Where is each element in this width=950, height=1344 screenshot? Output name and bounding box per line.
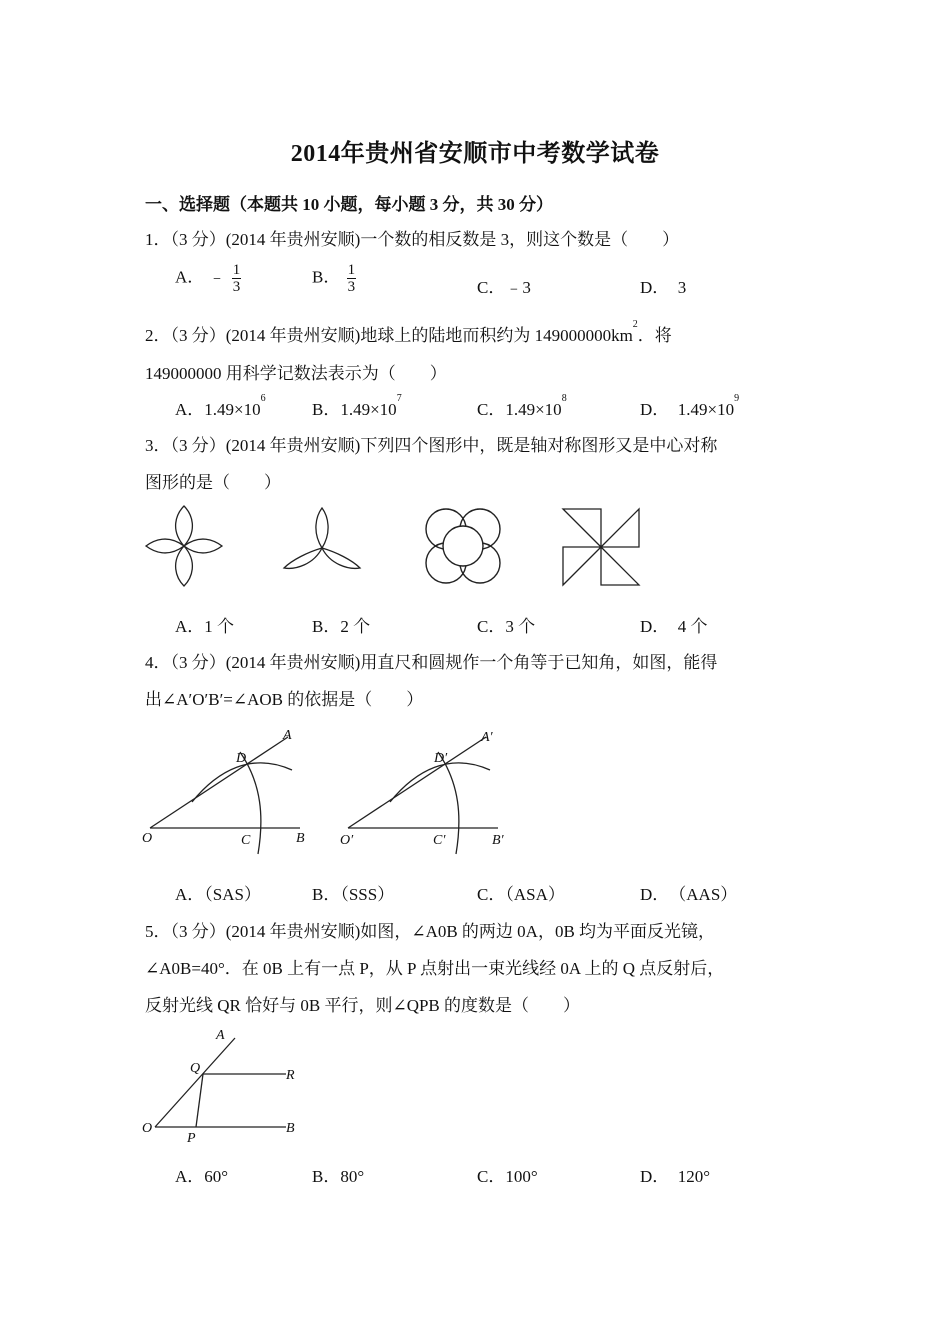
q5-label-b: B <box>286 1121 295 1136</box>
q4-option-c[interactable]: C．（ASA） <box>477 885 565 904</box>
q4-option-a[interactable]: A．（SAS） <box>175 885 261 904</box>
q4-fig2-label-o: O′ <box>340 833 354 848</box>
q5-option-b[interactable]: B．80° <box>312 1167 365 1186</box>
q1-option-b-denominator: 3 <box>347 279 356 295</box>
q2-option-c[interactable] <box>477 395 567 420</box>
q4-fig2-label-c: C′ <box>433 833 446 848</box>
q4-stem-line2: 出∠A′O′B′=∠AOB 的依据是（ ） <box>145 690 424 709</box>
q4-fig2-label-a: A′ <box>481 730 493 745</box>
q1-option-b-fraction <box>347 262 357 295</box>
q5-option-a[interactable]: A．60° <box>175 1167 229 1186</box>
q5-figure-mirrors <box>140 1024 315 1146</box>
q2-option-d[interactable] <box>640 395 739 420</box>
q1-option-b-numerator: 1 <box>347 262 356 278</box>
q3-option-a[interactable]: A．1 个 <box>175 617 235 636</box>
q5-option-d[interactable]: D． 120° <box>640 1167 711 1186</box>
section-heading: 一、选择题（本题共 10 小题，每小题 3 分，共 30 分） <box>145 195 553 214</box>
q2-stem-text: 2．（3 分）(2014 年贵州安顺)地球上的陆地而积约为 149000000km <box>145 326 633 345</box>
q2-option-d-exponent: 9 <box>734 393 740 404</box>
q3-stem-line1: 3．（3 分）(2014 年贵州安顺)下列四个图形中，既是轴对称图形又是中心对称 <box>145 436 718 455</box>
q5-label-r: R <box>286 1068 295 1083</box>
q4-figure-constructed-angle <box>338 722 518 857</box>
q2-stem-superscript: 2 <box>632 319 638 330</box>
q5-label-q: Q <box>190 1061 201 1076</box>
q4-option-b[interactable]: B．（SSS） <box>312 885 395 904</box>
q5-option-c[interactable]: C．100° <box>477 1167 538 1186</box>
q2-option-c-exponent: 8 <box>561 393 567 404</box>
q5-stem-line1: 5．（3 分）(2014 年贵州安顺)如图，∠A0B 的两边 0A，0B 均为平面反光镜， <box>145 922 716 941</box>
q2-option-a[interactable] <box>175 395 266 420</box>
q4-fig1-label-b: B <box>296 831 305 846</box>
q1-option-d[interactable]: D． 3 <box>640 278 687 297</box>
q2-option-b-exponent: 7 <box>396 393 402 404</box>
q3-stem-line2: 图形的是（ ） <box>145 473 281 492</box>
q3-figure-four-petal <box>140 500 230 592</box>
q4-stem-line1: 4．（3 分）(2014 年贵州安顺)用直尺和圆规作一个角等于已知角，如图，能得 <box>145 653 718 672</box>
q1-option-a-label: A． <box>175 267 205 287</box>
q1-option-a-fraction <box>232 262 242 295</box>
q3-figure-circles <box>418 502 508 592</box>
q2-option-b-base: B．1.49×10 <box>312 400 397 419</box>
q5-label-p: P <box>187 1131 196 1146</box>
q4-option-d[interactable]: D． （AAS） <box>640 885 738 904</box>
q1-option-b-label: B． <box>312 267 341 287</box>
q1-option-a-sign: ﹣ <box>208 267 226 287</box>
q3-option-b[interactable]: B．2 个 <box>312 617 371 636</box>
q2-option-b[interactable] <box>312 395 402 420</box>
q3-figure-pinwheel <box>558 504 644 590</box>
q3-option-c[interactable]: C．3 个 <box>477 617 536 636</box>
q2-option-a-exponent: 6 <box>260 393 266 404</box>
q1-option-c[interactable]: C．﹣3 <box>477 278 531 297</box>
q2-option-d-base: D． 1.49×10 <box>640 400 735 419</box>
q2-option-c-base: C．1.49×10 <box>477 400 562 419</box>
q4-fig1-label-a: A <box>283 728 292 743</box>
q1-option-a-denominator: 3 <box>232 279 241 295</box>
q1-option-a[interactable] <box>175 262 241 295</box>
q5-stem-line2: ∠A0B=40°．在 0B 上有一点 P，从 P 点射出一束光线经 0A 上的 Q 点反射后， <box>145 959 725 978</box>
q4-fig2-label-b: B′ <box>492 833 504 848</box>
q2-stem-tail: ．将 <box>637 326 672 345</box>
q4-fig1-label-d: D <box>236 751 247 766</box>
q5-stem-line3: 反射光线 QR 恰好与 0B 平行，则∠QPB 的度数是（ ） <box>145 996 581 1015</box>
q1-option-b[interactable] <box>312 262 356 295</box>
q5-label-a: A <box>216 1028 225 1043</box>
q1-stem: 1．（3 分）(2014 年贵州安顺)一个数的相反数是 3，则这个数是（ ） <box>145 230 680 249</box>
q3-figure-three-petal <box>278 500 368 592</box>
q4-figure-original-angle <box>140 722 320 857</box>
q5-label-o: O <box>142 1121 153 1136</box>
q4-fig1-label-o: O <box>142 831 153 846</box>
q3-option-d[interactable]: D． 4 个 <box>640 617 708 636</box>
q2-option-a-base: A．1.49×10 <box>175 400 261 419</box>
q1-option-a-numerator: 1 <box>232 262 241 278</box>
q2-stem-line2: 149000000 用科学记数法表示为（ ） <box>145 364 447 383</box>
page-title: 2014年贵州省安顺市中考数学试卷 <box>290 141 660 167</box>
q2-stem-line1 <box>145 321 672 346</box>
q4-fig1-label-c: C <box>241 833 251 848</box>
q4-fig2-label-d: D′ <box>434 751 448 766</box>
